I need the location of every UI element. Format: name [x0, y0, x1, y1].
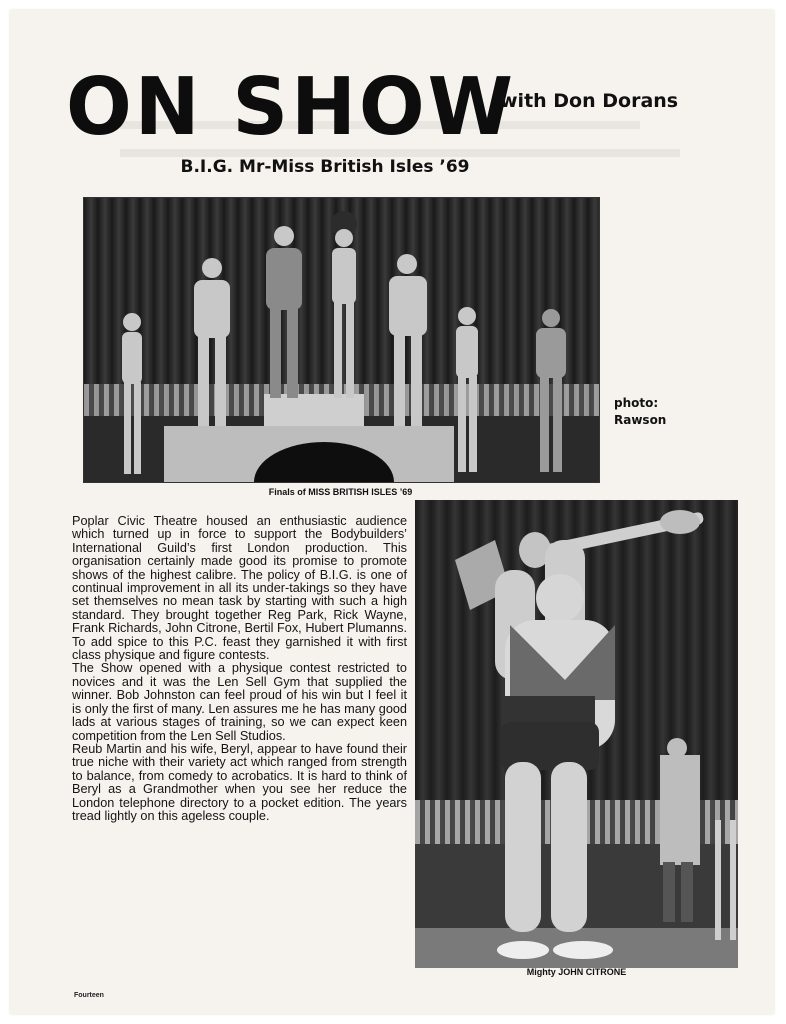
- article-paragraph: Poplar Civic Theatre housed an enthusiastic audience which turned up in force to support the Bodybuilders’ International Guild’s first London production. This organisation certainly made good its promise to promote shows of the highest calibre. The policy of B.I.G. is one of continual improvement in all its under-takings so they have set themselves no mean task by starting with such a high standard. They brought together Reg Park, Rick Wayne, Frank Richards, John Citrone, Bertil Fox, Hubert Plumanns. To add spice to this P.C. feast they garnished it with first class physique and figure contests.: [72, 514, 407, 663]
- byline: with Don Dorans: [500, 90, 679, 112]
- photo-credit: [614, 395, 666, 429]
- subtitle: B.I.G. Mr-Miss British Isles ’69: [180, 157, 470, 177]
- photo-caption: Finals of MISS BRITISH ISLES ’69: [268, 487, 413, 497]
- magazine-page: [10, 10, 774, 1014]
- page-number: Fourteen: [74, 992, 104, 999]
- strongman-photo: [415, 500, 738, 968]
- article-paragraph: Reub Martin and his wife, Beryl, appear to have found their true niche with their variety act which ranged from strength to balance, from comedy to acrobatics. It is hard to think of Beryl as a Grandmother when you see her reduce the London telephone directory to a pocket edition. The years tread lightly on this ageless couple.: [72, 741, 407, 823]
- contest-finals-photo: [83, 197, 600, 483]
- photo-credit-name: Rawson: [614, 413, 667, 427]
- photo-caption: Mighty JOHN CITRONE: [526, 967, 627, 977]
- article-paragraph: The Show opened with a physique contest restricted to novices and it was the Len Sell Gym that supplied the winner. Bob Johnston can feel proud of his win but I feel it is only the first of many. Len assures me he has many good lads at various stages of training, so we can expect keen competition from the Len Sell Studios.: [72, 661, 407, 743]
- photo-credit-label: photo:: [614, 396, 659, 410]
- article-body: [72, 515, 407, 823]
- page-title: ON SHOW: [66, 61, 516, 153]
